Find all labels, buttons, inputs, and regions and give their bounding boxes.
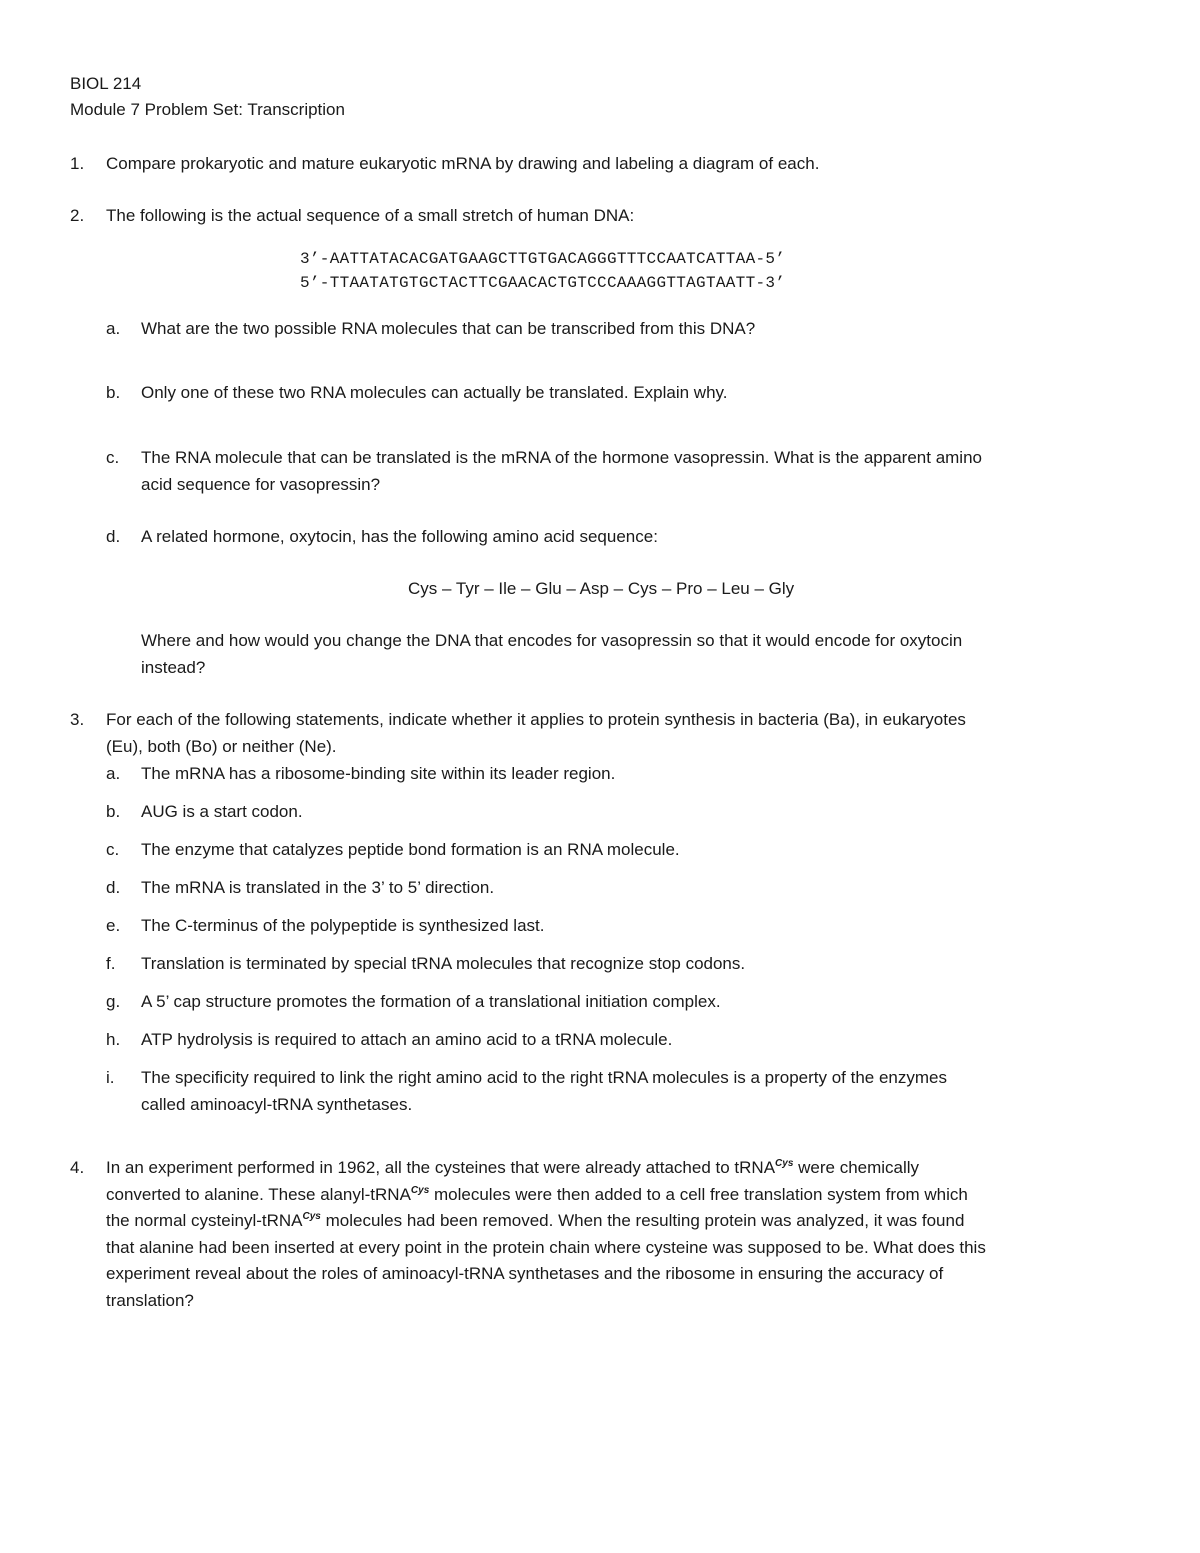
- superscript-cys: Cys: [775, 1158, 794, 1169]
- question-3c-text: The enzyme that catalyzes peptide bond formation is an RNA molecule.: [141, 840, 680, 859]
- question-3-text-line1: For each of the following statements, indicate whether it applies to protein synthesis in bacteria (Ba), in eukaryotes: [106, 710, 966, 729]
- question-3d-letter: d.: [106, 878, 121, 897]
- question-4-text-line1: In an experiment performed in 1962, all the cysteines that were already attached to tRNA$^{Cys}$ were chemically: [106, 1158, 920, 1177]
- question-3a-text: The mRNA has a ribosome-binding site within its leader region.: [141, 764, 616, 783]
- question-3h-letter: h.: [106, 1030, 121, 1049]
- question-2c-letter: c.: [106, 448, 120, 467]
- question-2b-letter: b.: [106, 383, 121, 402]
- superscript-cys: Cys: [410, 1185, 430, 1196]
- question-3f-letter: f.: [106, 954, 116, 973]
- question-2c-text-line2: acid sequence for vasopressin?: [141, 475, 381, 494]
- question-2-number: 2.: [70, 206, 85, 225]
- question-3i-text-line2: called aminoacyl-tRNA synthetases.: [141, 1095, 413, 1114]
- question-3e-letter: e.: [106, 916, 121, 935]
- question-2a-letter: a.: [106, 319, 121, 338]
- question-2d-followup-line2: instead?: [141, 658, 206, 677]
- question-4-text-line3: the normal cysteinyl-tRNA$^{Cys}$ molecules had been removed. When the resulting protein was analyzed, it was found: [106, 1211, 965, 1230]
- question-3i-text-line1: The specificity required to link the right amino acid to the right tRNA molecules is a property of the enzymes: [141, 1068, 947, 1087]
- question-4-text-line6: translation?: [106, 1291, 194, 1310]
- question-2d-letter: d.: [106, 527, 121, 546]
- question-2-text: The following is the actual sequence of a small stretch of human DNA:: [106, 206, 635, 225]
- question-3a-letter: a.: [106, 764, 121, 783]
- question-2d-text: A related hormone, oxytocin, has the following amino acid sequence:: [141, 527, 658, 546]
- question-3e-text: The C-terminus of the polypeptide is synthesized last.: [141, 916, 545, 935]
- question-3f-text: Translation is terminated by special tRNA molecules that recognize stop codons.: [141, 954, 746, 973]
- superscript-cys: Cys: [302, 1211, 321, 1222]
- question-4-text-line5: experiment reveal about the roles of aminoacyl-tRNA synthetases and the ribosome in ensuring the accuracy of: [106, 1264, 944, 1283]
- question-4-text-line2: converted to alanine. These alanyl-tRNA$^{Cys}$ molecules were then added to a cell free translation system from which: [106, 1185, 968, 1204]
- question-4-text-line4: that alanine had been inserted at every point in the protein chain where cysteine was supposed to be. What does this: [106, 1238, 986, 1257]
- oxytocin-sequence: Cys – Tyr – Ile – Glu – Asp – Cys – Pro – Leu – Gly: [408, 579, 795, 598]
- document-title: Module 7 Problem Set: Transcription: [70, 100, 345, 119]
- question-2c-text-line1: The RNA molecule that can be translated is the mRNA of the hormone vasopressin. What is the apparent amino: [141, 448, 982, 467]
- question-2d-followup-line1: Where and how would you change the DNA that encodes for vasopressin so that it would encode for oxytocin: [141, 631, 963, 650]
- question-3d-text: The mRNA is translated in the 3’ to 5’ direction.: [141, 878, 495, 897]
- question-2b-text: Only one of these two RNA molecules can actually be translated. Explain why.: [141, 383, 728, 402]
- question-3c-letter: c.: [106, 840, 120, 859]
- course-code: BIOL 214: [70, 74, 142, 93]
- question-4-number: 4.: [70, 1158, 85, 1177]
- question-3b-text: AUG is a start codon.: [141, 802, 303, 821]
- question-3g-letter: g.: [106, 992, 121, 1011]
- question-3b-letter: b.: [106, 802, 121, 821]
- dna-strand-top: 3’-AATTATACACGATGAAGCTTGTGACAGGGTTTCCAATCATTAA-5’: [300, 250, 786, 268]
- question-1-text: Compare prokaryotic and mature eukaryotic mRNA by drawing and labeling a diagram of each.: [106, 154, 820, 173]
- question-1-number: 1.: [70, 154, 85, 173]
- question-3h-text: ATP hydrolysis is required to attach an amino acid to a tRNA molecule.: [141, 1030, 673, 1049]
- question-3i-letter: i.: [106, 1068, 115, 1087]
- dna-strand-bottom: 5’-TTAATATGTGCTACTTCGAACACTGTCCCAAAGGTTAGTAATT-3’: [300, 274, 786, 292]
- question-2a-text: What are the two possible RNA molecules that can be transcribed from this DNA?: [141, 319, 756, 338]
- question-3-number: 3.: [70, 710, 85, 729]
- question-3-text-line2: (Eu), both (Bo) or neither (Ne).: [106, 737, 337, 756]
- question-3g-text: A 5’ cap structure promotes the formation of a translational initiation complex.: [141, 992, 721, 1011]
